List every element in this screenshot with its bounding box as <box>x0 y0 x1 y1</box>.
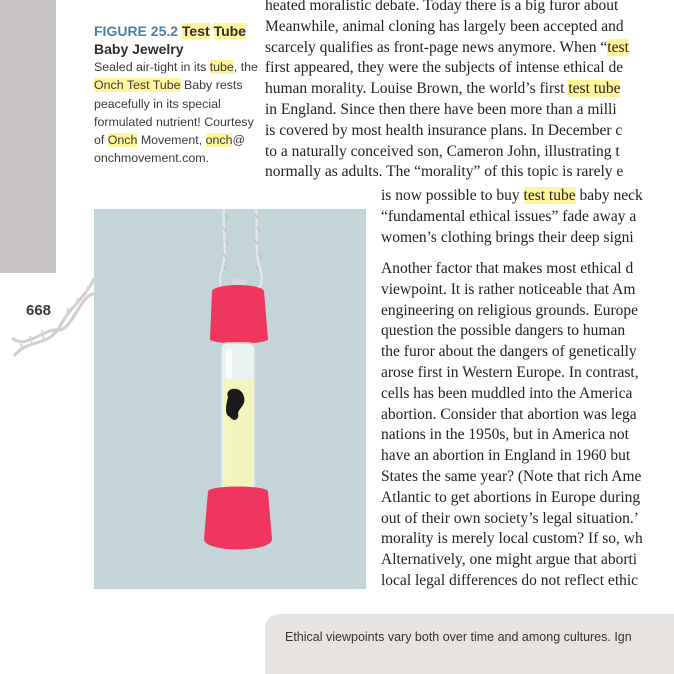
body-text-middle: is now possible to buy test tube baby neck “fundamental ethical issues” fade away a women’s clothing brings their deep signi <box>381 187 643 246</box>
callout-box-text: Ethical viewpoints vary both over time and among cultures. Ign <box>285 630 632 644</box>
page-number: 668 <box>26 302 52 319</box>
body-text-top: heated moralistic debate. Today there is a big furor about Meanwhile, animal cloning has largely been accepted and scarcely qualifies as front-page news anymore. When “test first appeared, they were the subjects of intense ethical de human morality. Louise Brown, the world’s first test tube in England. Since then there have been more than a milli is covered by most health insurance plans. In December c to a naturally conceived son, Cameron John, illustrating t normally as adults. The “morality” of this topic is rarely e <box>265 0 629 181</box>
dna-helix-icon <box>8 268 98 363</box>
figure-caption-text: Sealed air-tight in its tube, the Onch Test Tube Baby rests peacefully in its special formulated nutrient! Courtesy of Onch Movement, onch@ onchmovement.com. <box>94 60 258 166</box>
test-tube-necklace-image <box>94 209 366 589</box>
margin-color-bar <box>0 0 56 273</box>
callout-box <box>265 614 674 674</box>
figure-caption <box>94 22 264 168</box>
figure-title: FIGURE 25.2 Test Tube Baby Jewelry <box>94 23 246 57</box>
figure-label: FIGURE 25.2 <box>94 23 179 39</box>
body-text-lower: Another factor that makes most ethical d viewpoint. It is rather noticeable that Am engineering on religious grounds. Europe question the possible dangers to human the furor about the dangers of genetically arose first in Western Europe. In contrast, cells has been muddled into the America abortion. Consider that abortion was lega nations in the 1950s, but in America not have an abortion in England in 1960 but States the same year? (Note that rich Ame Atlantic to get abortions in Europe during out of their own society’s legal situation.’ morality is merely local custom? If so, wh Alternatively, one might argue that aborti local legal differences do not reflect ethic <box>381 260 643 589</box>
figure-photo <box>94 209 366 589</box>
